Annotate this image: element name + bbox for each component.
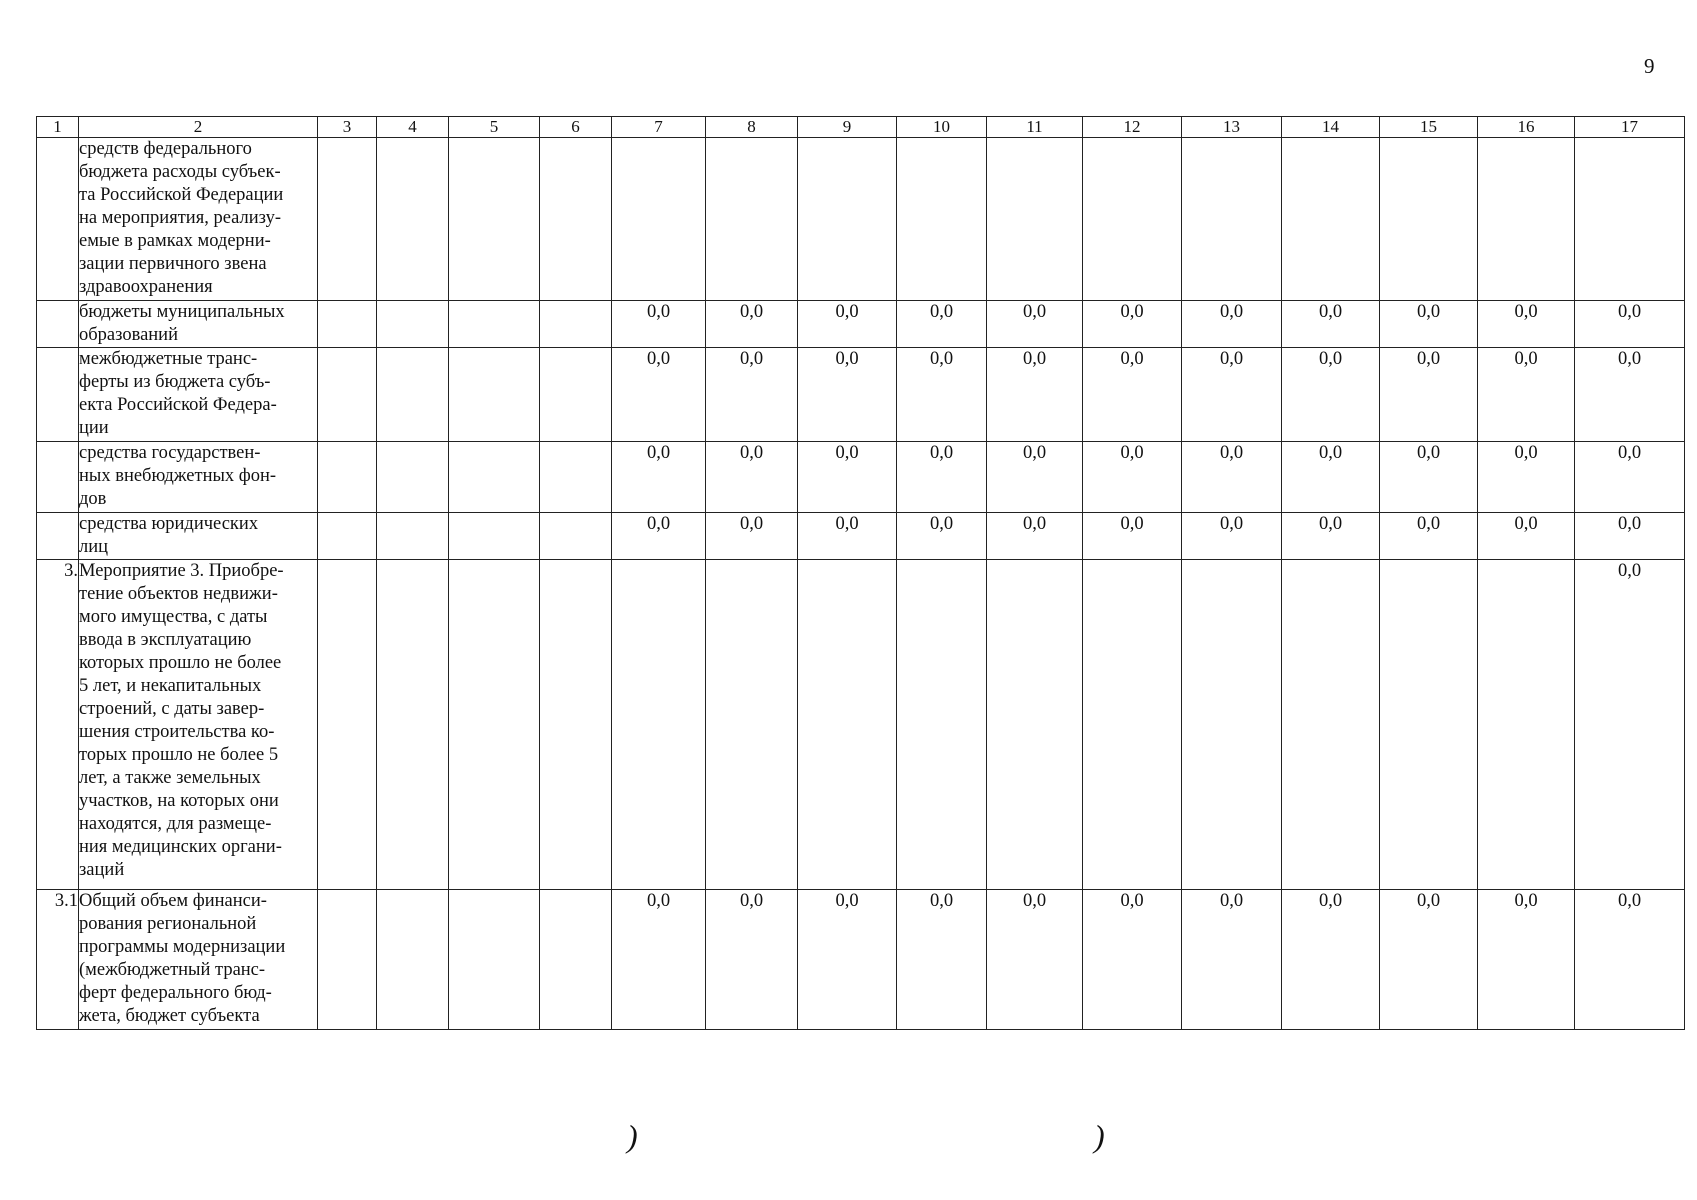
- value-cell: [612, 560, 706, 890]
- value-cell: 0,0: [1478, 301, 1575, 348]
- value-cell: 0,0: [1282, 513, 1380, 560]
- value-cell: 0,0: [612, 890, 706, 1030]
- value-cell: 0,0: [1282, 890, 1380, 1030]
- value-cell: 0,0: [612, 442, 706, 513]
- table-row: [37, 442, 1685, 513]
- value-cell: 0,0: [798, 442, 897, 513]
- value-cell: 0,0: [987, 513, 1083, 560]
- value-cell: 0,0: [1083, 513, 1182, 560]
- column-header-row: [37, 117, 1685, 138]
- row-description: межбюджетные транс- ферты из бюджета субъ- екта Российской Федера- ции: [79, 348, 318, 442]
- value-cell: 0,0: [1575, 890, 1685, 1030]
- value-cell: 0,0: [1478, 513, 1575, 560]
- value-cell: [449, 301, 540, 348]
- value-cell: 0,0: [1380, 513, 1478, 560]
- row-number: [37, 513, 79, 560]
- value-cell: [377, 890, 449, 1030]
- column-header: 8: [706, 117, 798, 138]
- value-cell: [1083, 560, 1182, 890]
- value-cell: 0,0: [1380, 348, 1478, 442]
- value-cell: 0,0: [897, 890, 987, 1030]
- value-cell: [706, 138, 798, 301]
- column-header: 11: [987, 117, 1083, 138]
- column-header: 1: [37, 117, 79, 138]
- value-cell: [449, 348, 540, 442]
- row-number: [37, 301, 79, 348]
- value-cell: 0,0: [1182, 348, 1282, 442]
- value-cell: [798, 138, 897, 301]
- row-number: [37, 442, 79, 513]
- value-cell: 0,0: [612, 348, 706, 442]
- value-cell: 0,0: [1182, 513, 1282, 560]
- value-cell: 0,0: [897, 348, 987, 442]
- column-header: 13: [1182, 117, 1282, 138]
- value-cell: [377, 348, 449, 442]
- value-cell: 0,0: [1282, 348, 1380, 442]
- row-description: средства государствен- ных внебюджетных фон- дов: [79, 442, 318, 513]
- value-cell: [318, 560, 377, 890]
- column-header: 15: [1380, 117, 1478, 138]
- bracket-mark: ): [627, 1118, 638, 1154]
- column-header: 9: [798, 117, 897, 138]
- value-cell: 0,0: [1575, 301, 1685, 348]
- value-cell: [1380, 138, 1478, 301]
- value-cell: [449, 560, 540, 890]
- value-cell: [377, 138, 449, 301]
- value-cell: [318, 301, 377, 348]
- value-cell: [318, 138, 377, 301]
- table-row: [37, 560, 1685, 890]
- value-cell: 0,0: [798, 513, 897, 560]
- value-cell: [1282, 560, 1380, 890]
- value-cell: 0,0: [1380, 442, 1478, 513]
- value-cell: [1478, 560, 1575, 890]
- value-cell: 0,0: [1282, 301, 1380, 348]
- value-cell: [540, 513, 612, 560]
- value-cell: 0,0: [897, 442, 987, 513]
- value-cell: 0,0: [1575, 442, 1685, 513]
- table-row: [37, 348, 1685, 442]
- value-cell: 0,0: [612, 513, 706, 560]
- value-cell: [540, 301, 612, 348]
- value-cell: 0,0: [612, 301, 706, 348]
- value-cell: 0,0: [987, 301, 1083, 348]
- value-cell: [1182, 560, 1282, 890]
- value-cell: [449, 890, 540, 1030]
- value-cell: 0,0: [987, 348, 1083, 442]
- bracket-mark: ): [1094, 1118, 1105, 1154]
- value-cell: [798, 560, 897, 890]
- value-cell: 0,0: [1083, 890, 1182, 1030]
- column-header: 10: [897, 117, 987, 138]
- column-header: 2: [79, 117, 318, 138]
- value-cell: [449, 442, 540, 513]
- table-row: [37, 513, 1685, 560]
- value-cell: 0,0: [1182, 890, 1282, 1030]
- value-cell: [449, 138, 540, 301]
- table-row: [37, 301, 1685, 348]
- row-description: Мероприятие 3. Приобре- тение объектов недвижи- мого имущества, с даты ввода в эксплуатацию которых прошло не более 5 лет, и некапитальных строений, с даты завер- шения строительства ко- торых прошло не более 5 лет, а также земельных участков, на которых они находятся, для размеще- ния медицинских органи- заций: [79, 560, 318, 890]
- column-header: 5: [449, 117, 540, 138]
- value-cell: 0,0: [1182, 442, 1282, 513]
- value-cell: 0,0: [1380, 301, 1478, 348]
- value-cell: 0,0: [1478, 890, 1575, 1030]
- value-cell: [540, 348, 612, 442]
- column-header: 6: [540, 117, 612, 138]
- value-cell: [1380, 560, 1478, 890]
- value-cell: [318, 348, 377, 442]
- value-cell: 0,0: [1575, 513, 1685, 560]
- value-cell: [377, 301, 449, 348]
- value-cell: 0,0: [1575, 348, 1685, 442]
- value-cell: [706, 560, 798, 890]
- row-number: 3.1: [37, 890, 79, 1030]
- column-header: 12: [1083, 117, 1182, 138]
- value-cell: [612, 138, 706, 301]
- value-cell: [1478, 138, 1575, 301]
- value-cell: [1083, 138, 1182, 301]
- row-description: бюджеты муниципальных образований: [79, 301, 318, 348]
- page-number: 9: [1644, 54, 1655, 78]
- value-cell: 0,0: [1182, 301, 1282, 348]
- column-header: 14: [1282, 117, 1380, 138]
- value-cell: [449, 513, 540, 560]
- value-cell: [540, 138, 612, 301]
- value-cell: [1575, 138, 1685, 301]
- value-cell: [540, 890, 612, 1030]
- value-cell: [897, 560, 987, 890]
- table-body: [37, 117, 1685, 1030]
- value-cell: 0,0: [1478, 348, 1575, 442]
- value-cell: 0,0: [706, 442, 798, 513]
- value-cell: [318, 442, 377, 513]
- value-cell: [1182, 138, 1282, 301]
- value-cell: [987, 138, 1083, 301]
- row-number: [37, 348, 79, 442]
- row-description: средств федерального бюджета расходы субъек- та Российской Федерации на мероприятия, реализу- емые в рамках модерни- зации первичного звена здравоохранения: [79, 138, 318, 301]
- value-cell: 0,0: [987, 442, 1083, 513]
- value-cell: [377, 513, 449, 560]
- value-cell: 0,0: [798, 890, 897, 1030]
- column-header: 4: [377, 117, 449, 138]
- value-cell: 0,0: [706, 513, 798, 560]
- value-cell: [897, 138, 987, 301]
- value-cell: 0,0: [1083, 442, 1182, 513]
- value-cell: 0,0: [1575, 560, 1685, 890]
- value-cell: 0,0: [706, 348, 798, 442]
- value-cell: 0,0: [798, 301, 897, 348]
- value-cell: [540, 442, 612, 513]
- row-description: средства юридических лиц: [79, 513, 318, 560]
- value-cell: [987, 560, 1083, 890]
- row-number: 3.: [37, 560, 79, 890]
- value-cell: [540, 560, 612, 890]
- column-header: 17: [1575, 117, 1685, 138]
- value-cell: [318, 890, 377, 1030]
- table-row: [37, 890, 1685, 1030]
- value-cell: 0,0: [897, 513, 987, 560]
- value-cell: 0,0: [897, 301, 987, 348]
- value-cell: 0,0: [1282, 442, 1380, 513]
- row-number: [37, 138, 79, 301]
- column-header: 16: [1478, 117, 1575, 138]
- value-cell: 0,0: [1083, 301, 1182, 348]
- value-cell: [1282, 138, 1380, 301]
- value-cell: [318, 513, 377, 560]
- value-cell: [377, 442, 449, 513]
- budget-table: [36, 116, 1685, 1030]
- column-header: 3: [318, 117, 377, 138]
- value-cell: 0,0: [1083, 348, 1182, 442]
- row-description: Общий объем финанси- рования региональной программы модернизации (межбюджетный транс- ферт федерального бюд- жета, бюджет субъекта: [79, 890, 318, 1030]
- value-cell: 0,0: [706, 890, 798, 1030]
- value-cell: 0,0: [798, 348, 897, 442]
- column-header: 7: [612, 117, 706, 138]
- value-cell: [377, 560, 449, 890]
- value-cell: 0,0: [706, 301, 798, 348]
- table-row: [37, 138, 1685, 301]
- value-cell: 0,0: [1380, 890, 1478, 1030]
- value-cell: 0,0: [1478, 442, 1575, 513]
- value-cell: 0,0: [987, 890, 1083, 1030]
